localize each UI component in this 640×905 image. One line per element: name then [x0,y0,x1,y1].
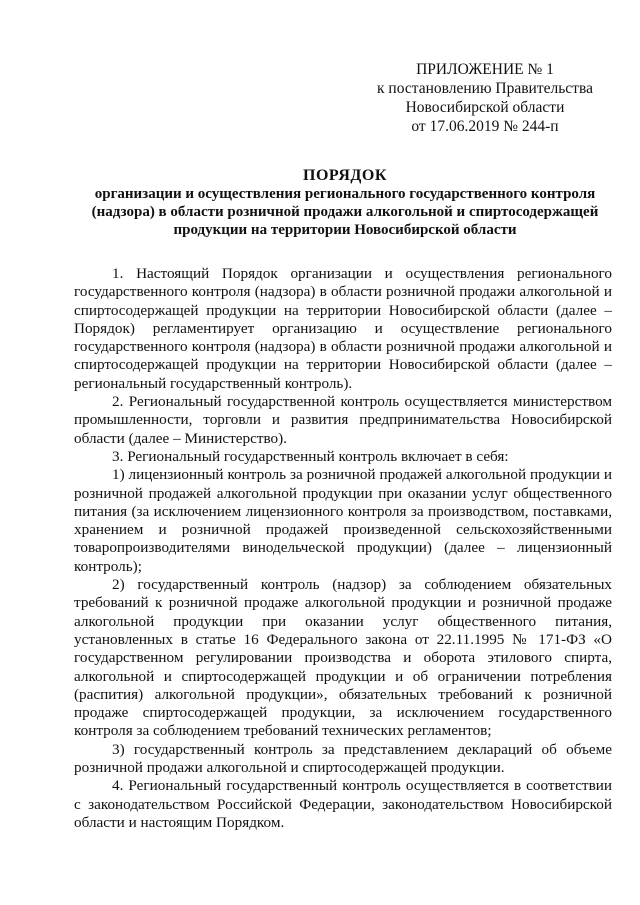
appendix-resolution-line: к постановлению Правительства [377,80,593,97]
appendix-number: ПРИЛОЖЕНИЕ № 1 [416,61,554,78]
paragraph-2: 2. Региональный государственной контроль осуществляется министерством промышленности, торговли и развития предпринимательства Новосибирской области (далее – Министерство). [74,393,612,447]
appendix-date-line: от 17.06.2019 № 244-п [411,118,559,135]
paragraph-3-item-2: 2) государственный контроль (надзор) за соблюдением обязательных требований к розничной продаже алкогольной продукции и розничной продаже алкогольной продукции при оказании услуг общественного питания, установленных в статье 16 Федерального закона от 22.11.1995 № 171-ФЗ «О государственном регулировании производства и оборота этилового спирта, алкогольной и спиртосодержащей продукции и об ограничении потребления (распития) алкогольной продукции», обязательных требований к розничной продаже спиртосодержащей продукции, за исключением государственного контроля за соблюдением требований технических регламентов; [74,576,612,740]
paragraph-3-item-3: 3) государственный контроль за представлением деклараций об объеме розничной продажи алкогольной и спиртосодержащей продукции. [74,740,612,777]
appendix-region-line: Новосибирской области [405,99,565,116]
paragraph-1: 1. Настоящий Порядок организации и осуществления регионального государственного контроля (надзора) в области розничной продажи алкогольной и спиртосодержащей продукции на территории Новосибирской области (далее – Порядок) регламентирует организацию и осуществление регионального государственного контроля (надзора) в области розничной продажи алкогольной и спиртосодержащей продукции на территории Новосибирской области (далее – региональный государственный контроль). [74,265,612,392]
paragraph-3: 3. Региональный государственный контроль включает в себя: [112,447,509,465]
paragraph-4: 4. Региональный государственный контроль осуществляется в соответствии с законодательством Российской Федерации, законодательством Новосибирской области и настоящим Порядком. [74,777,612,831]
document-title: ПОРЯДОК [303,167,387,184]
document-body [74,265,612,832]
document-subtitle: организации и осуществления регионального государственного контроля (надзора) в области розничной продажи алкогольной и спиртосодержащей продукции на территории Новосибирской области [91,186,599,238]
appendix-block [360,60,610,136]
document-heading [72,166,618,239]
paragraph-3-item-1: 1) лицензионный контроль за розничной продажей алкогольной продукции и розничной продажей алкогольной продукции при оказании услуг общественного питания (за исключением лицензионного контроля за производством, поставками, хранением и розничной продажей произведенной сельскохозяйственными товаропроизводителями винодельческой продукции) (далее – лицензионный контроль); [74,466,612,575]
